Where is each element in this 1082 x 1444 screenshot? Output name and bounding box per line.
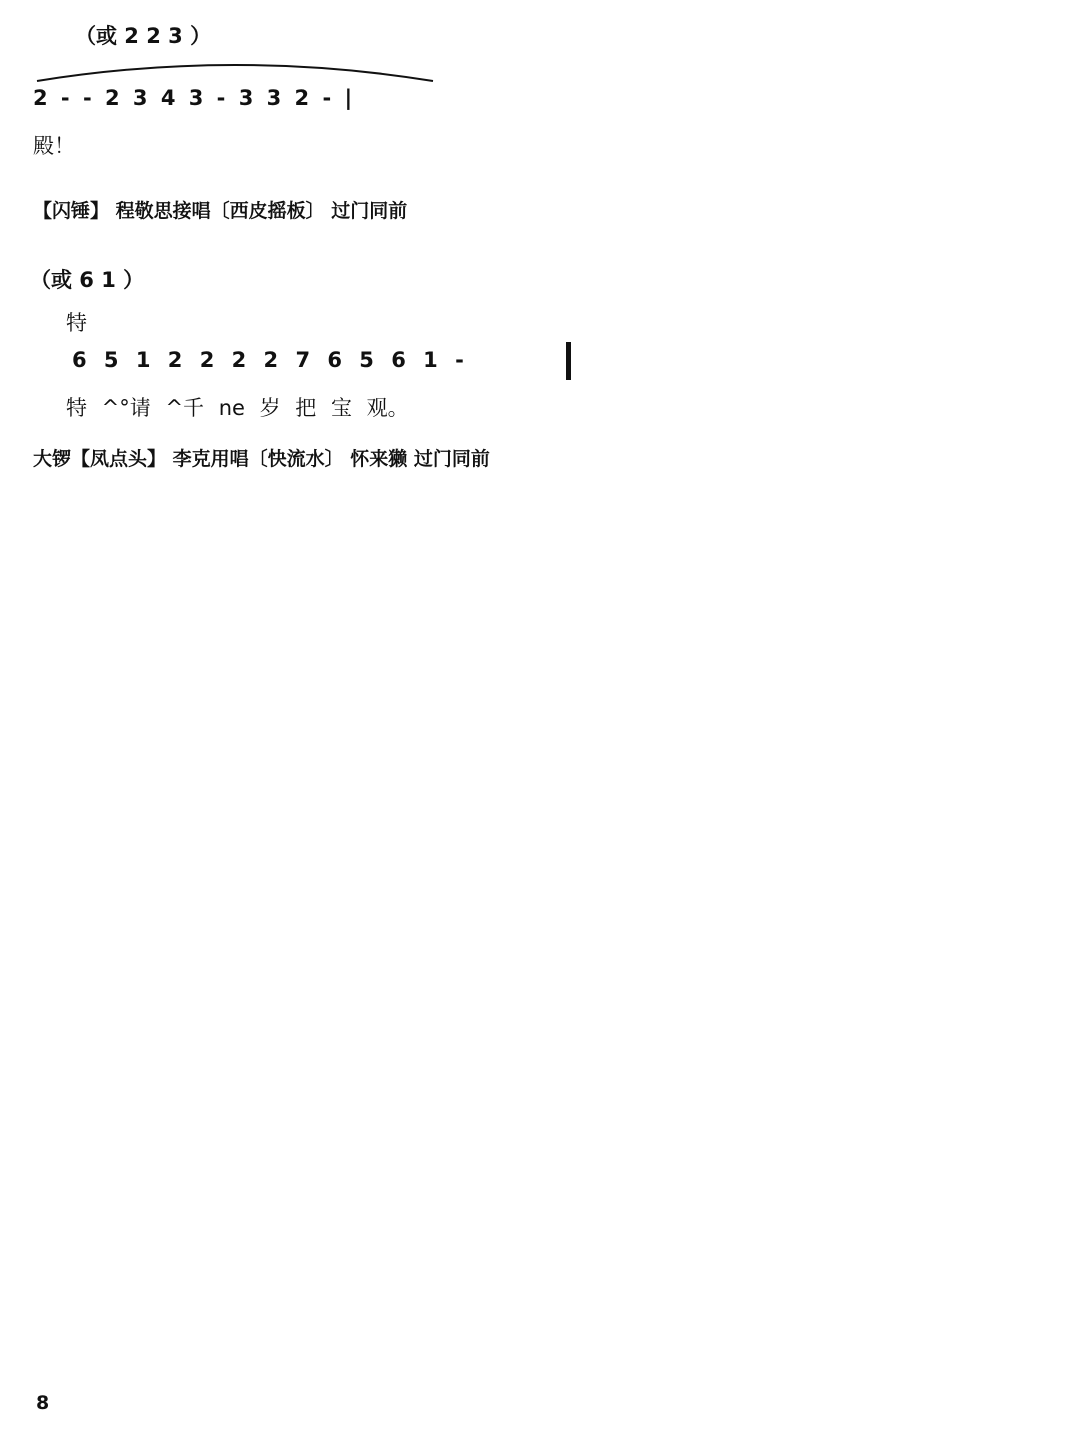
notation-line-2: 6 5 1 2 2 2 2 7 6 5 6 1 -	[72, 348, 464, 372]
slur-top-long	[35, 55, 435, 85]
lyric-line-2: 特 ^°请 ^千 ne 岁 把 宝 观。	[66, 396, 409, 420]
te-label: 特	[66, 311, 87, 335]
lyric-top: 殿！	[33, 134, 75, 158]
end-bar-2	[566, 342, 571, 380]
alt-notation-2: （或 6 1 ）	[30, 268, 145, 292]
section-header-2: 大锣【凤点头】 李克用唱〔快流水〕 怀来獭 过门同前	[33, 448, 490, 470]
alt-notation-top: （或 2 2 3 ）	[75, 24, 212, 48]
section-header-1: 【闪锤】 程敬思接唱〔西皮摇板〕 过门同前	[33, 200, 408, 222]
notation-line-top: 2 - - 2 3 4 3 - 3 3 2 - |	[33, 86, 353, 110]
page-number: 8	[36, 1392, 50, 1414]
